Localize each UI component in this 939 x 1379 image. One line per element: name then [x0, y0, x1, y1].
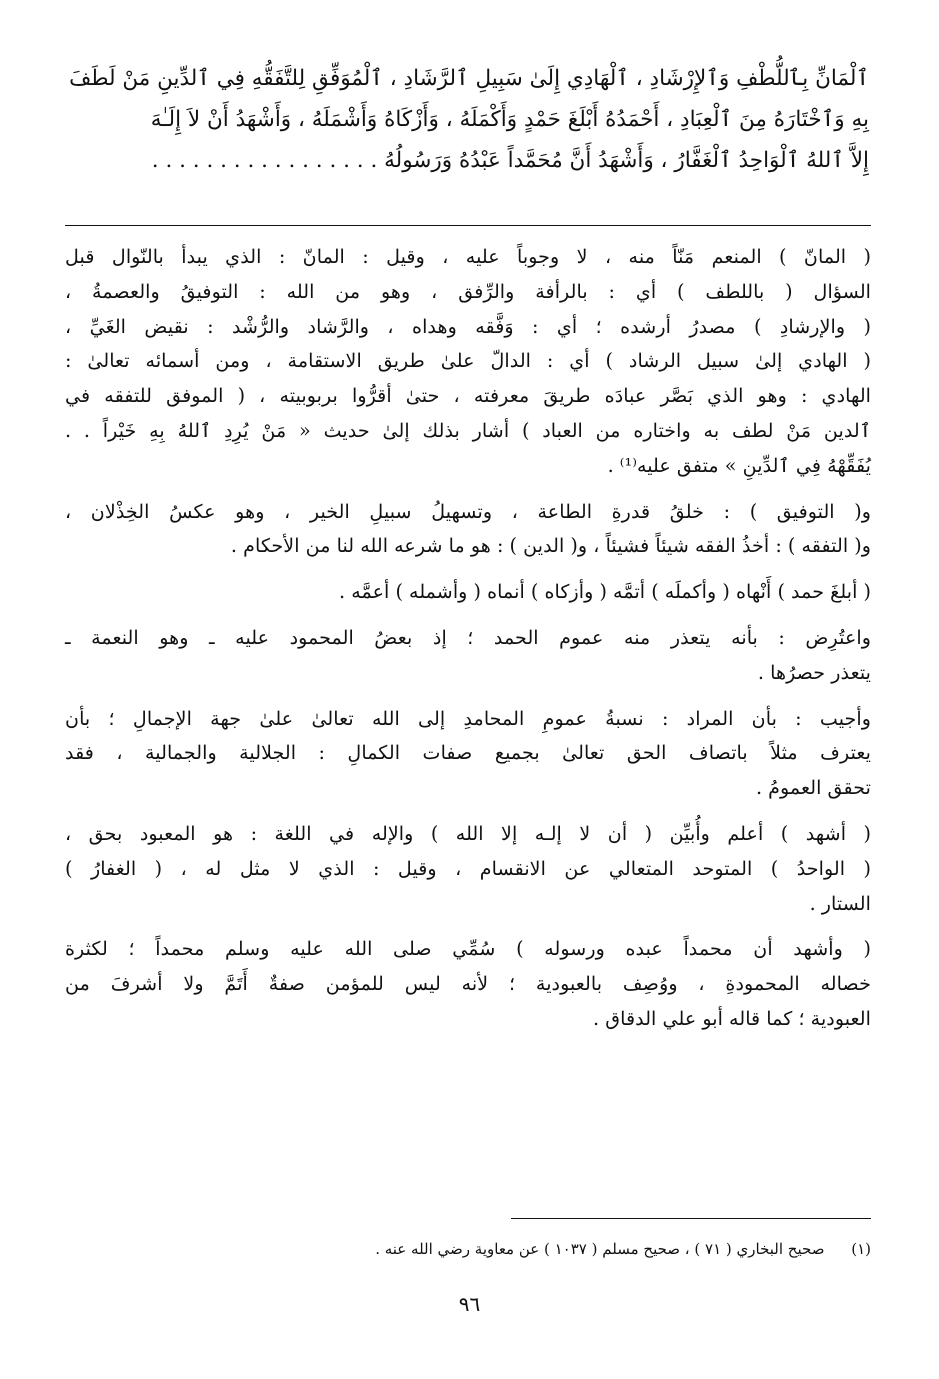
commentary-line: خصاله المحمودةِ ، ووُصِف بالعبودية ؛ لأنه ليس للمؤمن صفةٌ أَتَمَّ ولا أشرفَ من [65, 972, 871, 996]
commentary-paragraph-5 [65, 702, 871, 806]
commentary-text [65, 240, 871, 1048]
footnote-number: (١) [851, 1240, 871, 1258]
matn-separator-rule [65, 225, 871, 226]
commentary-line: ( أبلغَ حمد ) أَنْهاه ( وأكملَه ) أتمَّه ( وأزكاه ) أنماه ( وأشمله ) أعمَّه . [339, 580, 871, 604]
commentary-line: واعتُرِض : بأنه يتعذر منه عموم الحمد ؛ إذ بعضُ المحمود عليه ـ وهو النعمة ـ [65, 625, 871, 649]
matn-line: ٱلْمَانِّ بِٱللُّطْفِ وَٱلإِرْشَادِ ، ٱلْهَادِي إِلَىٰ سَبِيلِ ٱلرَّشَادِ ، ٱلْمُوَفِّقِ لِلتَّفَقُّهِ فِي ٱلدِّينِ مَنْ لَطَفَ [69, 66, 869, 91]
commentary-line: ( وأشهد أن محمداً عبده ورسوله ) سُمِّي صلى الله عليه وسلم محمداً ؛ لكثرة [65, 937, 871, 961]
commentary-line: ( والإرشادِ ) مصدرُ أرشده ؛ أي : وَفَّقه وهداه ، والرَّشاد والرُّشْد : نقيض الغَيِّ ، [65, 314, 871, 338]
commentary-line: وأجيب : بأن المراد : نسبةُ عمومِ المحامدِ إلى الله تعالىٰ علىٰ جهة الإجمالِ ؛ بأن [65, 706, 871, 730]
page-number: ٩٦ [458, 1292, 481, 1316]
commentary-line: العبودية ؛ كما قاله أبو علي الدقاق . [593, 1006, 871, 1030]
commentary-paragraph-6 [65, 817, 871, 921]
commentary-paragraph-7 [65, 932, 871, 1036]
commentary-line: ( الواحدُ ) المتوحد المتعالي عن الانقسام ، وقيل : الذي لا مثل له ، ( الغفارُ ) [65, 856, 871, 880]
footnote-separator-rule [511, 1218, 871, 1219]
commentary-line: السؤال ( باللطف ) أي : بالرأفة والرِّفق ، وهو من الله : التوفيقُ والعصمةُ ، [65, 279, 871, 303]
commentary-line: يُفَقِّهْهُ فِي ٱلدِّينِ » متفق عليه⁽¹⁾ . [607, 453, 871, 477]
footnote-text: صحيح البخاري ( ٧١ ) ، صحيح مسلم ( ١٠٣٧ ) عن معاوية رضي الله عنه . [375, 1240, 825, 1258]
commentary-line: تحقق العمومُ . [755, 776, 871, 800]
matn-line: إِلاَّ ٱللهُ ٱلْوَاحِدُ ٱلْغَفَّارُ ، وَأَشْهَدُ أَنَّ مُحَمَّداً عَبْدُهُ وَرَسُولُهُ . . . . . . . . . . . . . . . . . [151, 148, 869, 173]
footnote [65, 1236, 871, 1262]
commentary-paragraph-1 [65, 240, 871, 484]
commentary-line: و( التوفيق ) : خلقُ قدرةِ الطاعة ، وتسهيلُ سبيلِ الخير ، وهو عكسُ الخِذْلان ، [65, 499, 871, 523]
commentary-line: ( الهادي إلىٰ سبيل الرشاد ) أي : الدالّ علىٰ طريق الاستقامة ، ومن أسمائه تعالىٰ : [65, 349, 871, 373]
commentary-line: ( المانّ ) المنعم مَنّاً منه ، لا وجوباً عليه ، وقيل : المانّ : الذي يبدأ بالنّوال قبل [65, 245, 871, 268]
commentary-line: ٱلدين مَنْ لطف به واختاره من العباد ) أشار بذلك إلىٰ حديث « مَنْ يُرِدِ ٱللهُ بِهِ خَيْراً . . [65, 418, 871, 442]
commentary-line: و( التفقه ) : أخذُ الفقه شيئاً فشيئاً ، و( الدين ) : هو ما شرعه الله لنا من الأحكام . [230, 534, 871, 558]
commentary-paragraph-3 [65, 575, 871, 610]
commentary-paragraph-2 [65, 495, 871, 565]
matn-text [65, 58, 869, 181]
commentary-line: الهادي : وهو الذي بَصَّر عبادَه طريقَ معرفته ، حتىٰ أقرُّوا بربوبيته ، ( الموفق للتفقه في [65, 384, 871, 408]
commentary-paragraph-4 [65, 621, 871, 691]
commentary-line: يتعذر حصرُها . [757, 660, 871, 684]
commentary-line: الستار . [809, 891, 871, 915]
matn-line: بِهِ وَٱخْتَارَهُ مِنَ ٱلْعِبَادِ ، أَحْمَدُهُ أَبْلَغَ حَمْدٍ وَأَكْمَلَهُ ، وَأَزْكَاهُ وَأَشْمَلَهُ ، وَأَشْهَدُ أَنْ لاَ إِلَـٰهَ [150, 107, 869, 132]
commentary-line: ( أشهد ) أعلم وأُبيِّن ( أن لا إلـه إلا الله ) والإله في اللغة : هو المعبود بحق ، [65, 821, 871, 845]
commentary-line: يعترف مثلاً باتصاف الحق تعالىٰ بجميع صفات الكمالِ : الجلالية والجمالية ، فقد [65, 741, 871, 765]
